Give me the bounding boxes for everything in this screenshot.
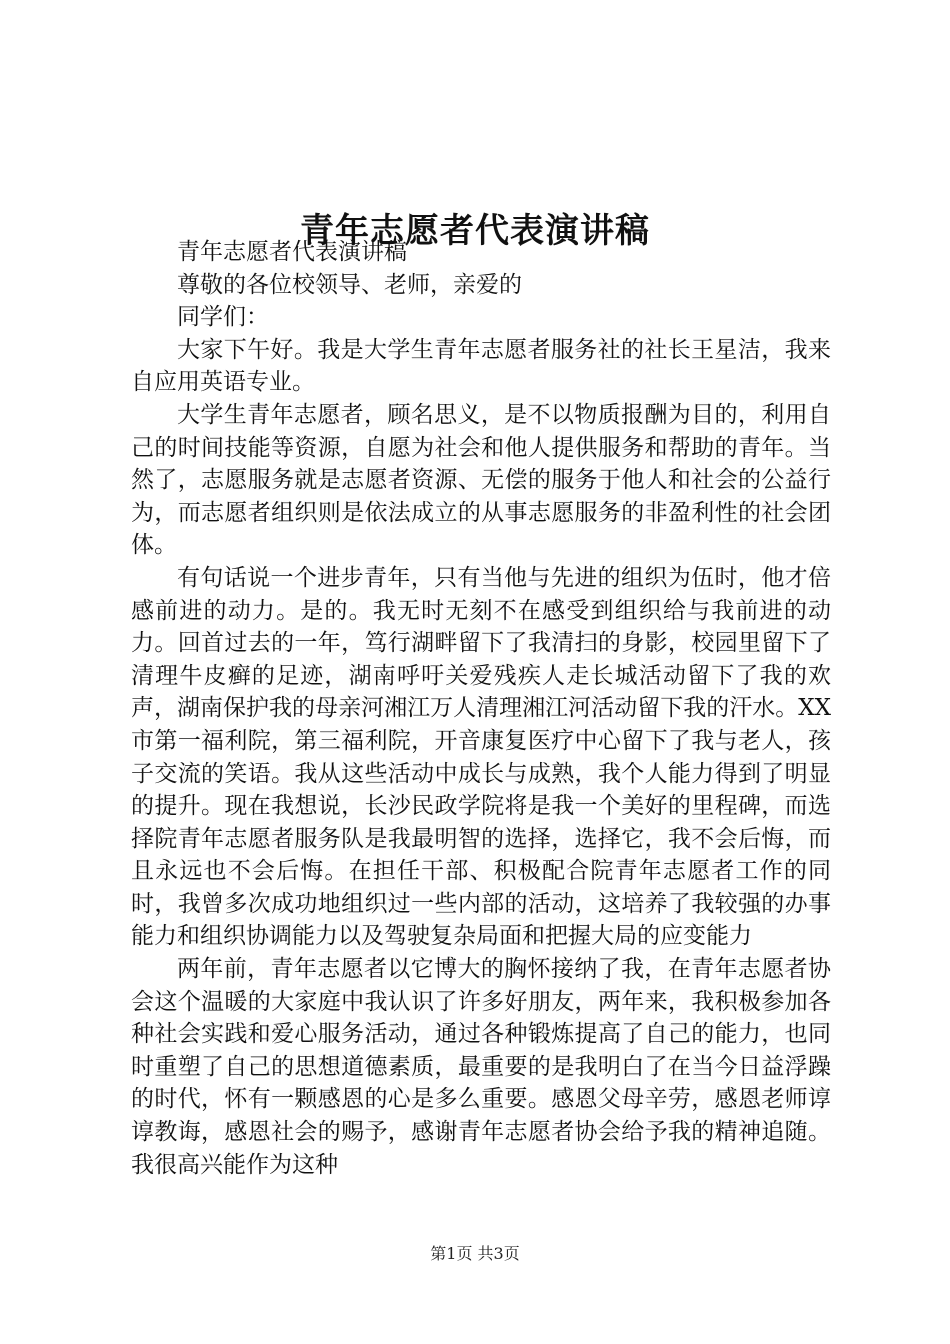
paragraph-salutation: 尊敬的各位校领导、老师，亲爱的: [177, 271, 522, 298]
paragraph-definition: 大学生青年志愿者，顾名思义，是不以物质报酬为目的，利用自己的时间技能等资源，自愿为社会和他人提供服务和帮助的青年。当然了，志愿服务就是志愿者资源、无偿的服务于他人和社会的公益行为，而志愿者组织则是依法成立的从事志愿服务的非盈利性的社会团体。: [131, 401, 831, 559]
paragraph-experience: 有句话说一个进步青年，只有当他与先进的组织为伍时，他才倍感前进的动力。是的。我无时无刻不在感受到组织给与我前进的动力。回首过去的一年，笃行湖畔留下了我清扫的身影，校园里留下了清理牛皮癣的足迹，湖南呼吁关爱残疾人走长城活动留下了我的欢声，湖南保护我的母亲河湘江万人清理湘江河活动留下我的汗水。XX市第一福利院，第三福利院，开音康复医疗中心留下了我与老人，孩子交流的笑语。我从这些活动中成长与成熟，我个人能力得到了明显的提升。现在我想说，长沙民政学院将是我一个美好的里程碑，而选择院青年志愿者服务队是我最明智的选择，选择它，我不会后悔，而且永远也不会后悔。在担任干部、积极配合院青年志愿者工作的同时，我曾多次成功地组织过一些内部的活动，这培养了我较强的办事能力和组织协调能力以及驾驶复杂局面和把握大局的应变能力: [131, 564, 831, 950]
paragraph-reflection: 两年前，青年志愿者以它博大的胸怀接纳了我，在青年志愿者协会这个温暖的大家庭中我认识了许多好朋友，两年来，我积极参加各种社会实践和爱心服务活动，通过各种锻炼提高了自己的能力，也同时重塑了自己的思想道德素质，最重要的是我明白了在当今日益浮躁的时代，怀有一颗感恩的心是多么重要。感恩父母辛劳，感恩老师谆谆教诲，感恩社会的赐予，感谢青年志愿者协会给予我的精神追随。我很高兴能作为这种: [131, 956, 831, 1178]
document-title: 青年志愿者代表演讲稿: [300, 210, 650, 251]
paragraph-salutation-continued: 同学们：: [177, 304, 269, 331]
page-number-footer: 第1页 共3页: [430, 1244, 520, 1263]
paragraph-greeting: 大家下午好。我是大学生青年志愿者服务社的社长王星洁，我来自应用英语专业。: [131, 336, 831, 396]
paragraph-subtitle: 青年志愿者代表演讲稿: [177, 239, 407, 265]
document-body: [131, 236, 831, 1181]
